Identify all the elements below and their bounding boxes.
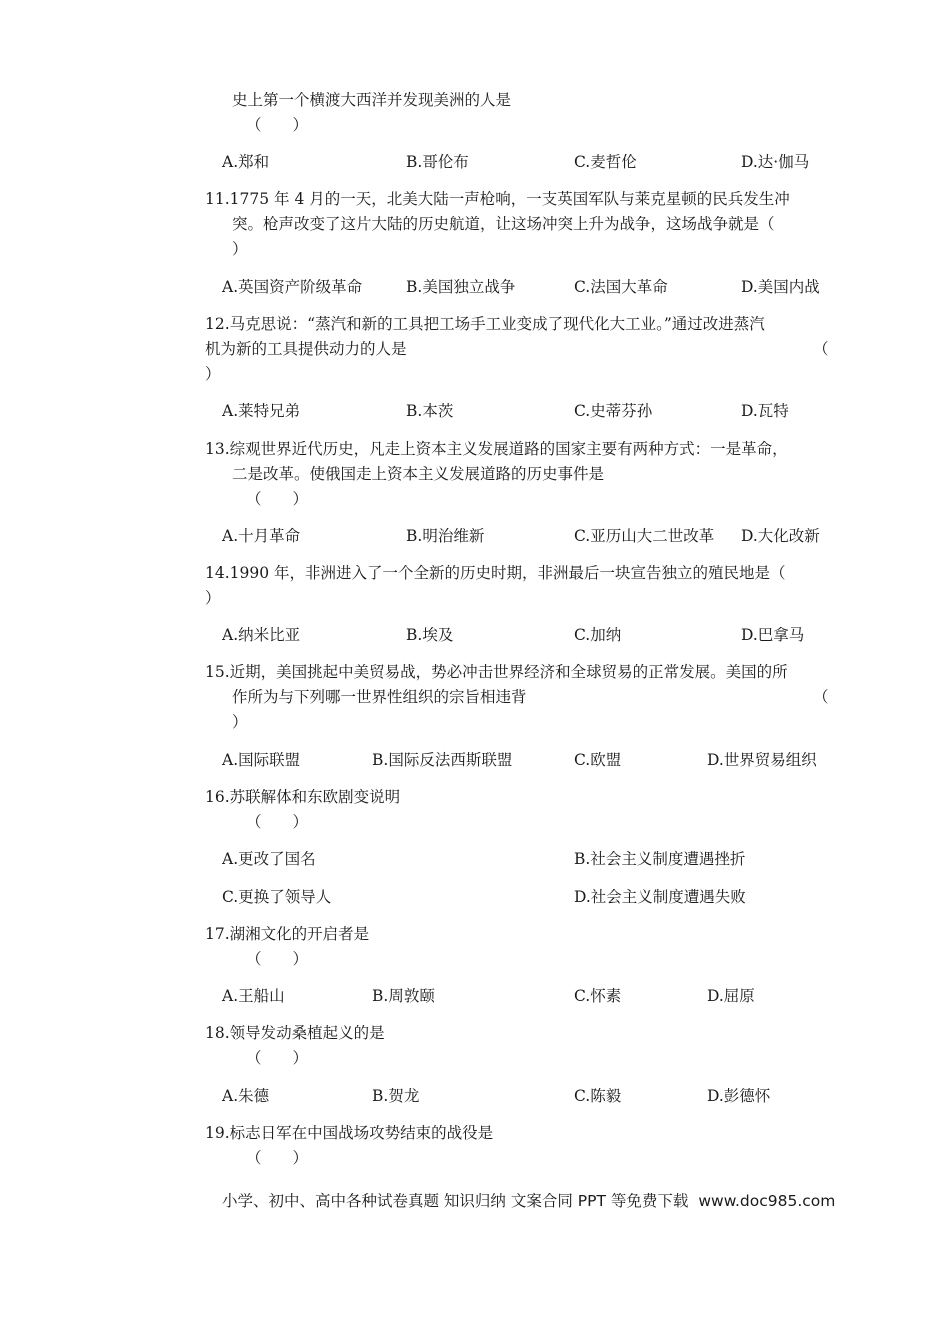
option-b: B.美国独立战争 <box>406 278 516 296</box>
option-b: B.本茨 <box>406 402 454 420</box>
option-b: B.哥伦布 <box>406 153 469 171</box>
page-footer <box>222 1191 835 1211</box>
answer-paren: （ ） <box>246 116 309 134</box>
option-d: D.社会主义制度遭遇失败 <box>574 888 746 906</box>
answer-paren: （ ） <box>246 490 309 508</box>
question-12-line-2: 机为新的工具提供动力的人是 <box>205 340 407 358</box>
option-c: C.陈毅 <box>574 1087 622 1105</box>
option-a: A.更改了国名 <box>222 850 316 868</box>
answer-paren: （ ） <box>246 813 309 831</box>
option-b: B.国际反法西斯联盟 <box>372 751 513 769</box>
option-d: D.大化改新 <box>741 527 820 545</box>
option-c: C.怀素 <box>574 987 622 1005</box>
question-14-line-1: 14.1990 年，非洲进入了一个全新的历史时期，非洲最后一块宣告独立的殖民地是（ <box>205 564 786 582</box>
option-c: C.欧盟 <box>574 751 622 769</box>
question-11-line-1: 11.1775 年 4 月的一天，北美大陆一声枪响，一支英国军队与莱克星顿的民兵发生冲 <box>205 190 790 208</box>
question-10-text: 史上第一个横渡大西洋并发现美洲的人是 <box>232 91 512 109</box>
question-11-line-2: 突。枪声改变了这片大陆的历史航道，让这场冲突上升为战争，这场战争就是（ <box>232 215 775 233</box>
option-a: A.朱德 <box>222 1087 270 1105</box>
option-d: D.世界贸易组织 <box>707 751 817 769</box>
option-a: A.王船山 <box>222 987 285 1005</box>
question-11-line-3: ） <box>232 240 248 258</box>
option-c: C.法国大革命 <box>574 278 668 296</box>
option-d: D.屈原 <box>707 987 755 1005</box>
option-c: C.史蒂芬孙 <box>574 402 653 420</box>
answer-paren-open: （ <box>813 340 829 358</box>
option-b: B.明治维新 <box>406 527 485 545</box>
question-18-line-1: 18.领导发动桑植起义的是 <box>205 1024 385 1042</box>
option-d: D.瓦特 <box>741 402 789 420</box>
option-b: B.周敦颐 <box>372 987 435 1005</box>
question-12-line-3: ） <box>205 365 221 383</box>
option-c: C.加纳 <box>574 626 622 644</box>
option-a: A.英国资产阶级革命 <box>222 278 363 296</box>
question-16-line-1: 16.苏联解体和东欧剧变说明 <box>205 788 401 806</box>
answer-paren: （ ） <box>246 1049 309 1067</box>
question-13-line-2: 二是改革。使俄国走上资本主义发展道路的历史事件是 <box>232 465 605 483</box>
question-15-line-3: ） <box>232 713 248 731</box>
question-15-line-1: 15.近期，美国挑起中美贸易战，势必冲击世界经济和全球贸易的正常发展。美国的所 <box>205 663 788 681</box>
footer-text: 小学、初中、高中各种试卷真题 知识归纳 文案合同 PPT 等免费下载 <box>222 1192 689 1210</box>
question-15-line-2: 作所为与下列哪一世界性组织的宗旨相违背 <box>232 688 527 706</box>
question-12-line-1: 12.马克思说：“蒸汽和新的工具把工场手工业变成了现代化大工业。”通过改进蒸汽 <box>205 315 765 333</box>
question-14-line-2: ） <box>205 589 221 607</box>
option-a: A.郑和 <box>222 153 270 171</box>
answer-paren: （ ） <box>246 1149 309 1167</box>
option-d: D.达·伽马 <box>741 153 810 171</box>
footer-url-link[interactable]: www.doc985.com <box>698 1192 836 1210</box>
option-d: D.巴拿马 <box>741 626 805 644</box>
option-d: D.美国内战 <box>741 278 820 296</box>
question-19-line-1: 19.标志日军在中国战场攻势结束的战役是 <box>205 1124 494 1142</box>
option-a: A.国际联盟 <box>222 751 301 769</box>
option-c: C.麦哲伦 <box>574 153 637 171</box>
option-d: D.彭德怀 <box>707 1087 771 1105</box>
answer-paren: （ ） <box>246 950 309 968</box>
option-c: C.更换了领导人 <box>222 888 332 906</box>
option-b: B.埃及 <box>406 626 454 644</box>
option-a: A.纳米比亚 <box>222 626 301 644</box>
option-b: B.贺龙 <box>372 1087 420 1105</box>
question-13-line-1: 13.综观世界近代历史，凡走上资本主义发展道路的国家主要有两种方式：一是革命， <box>205 440 788 458</box>
option-a: A.莱特兄弟 <box>222 402 301 420</box>
question-17-line-1: 17.湖湘文化的开启者是 <box>205 925 370 943</box>
option-b: B.社会主义制度遭遇挫折 <box>574 850 746 868</box>
option-c: C.亚历山大二世改革 <box>574 527 715 545</box>
answer-paren-open: （ <box>813 688 829 706</box>
option-a: A.十月革命 <box>222 527 301 545</box>
